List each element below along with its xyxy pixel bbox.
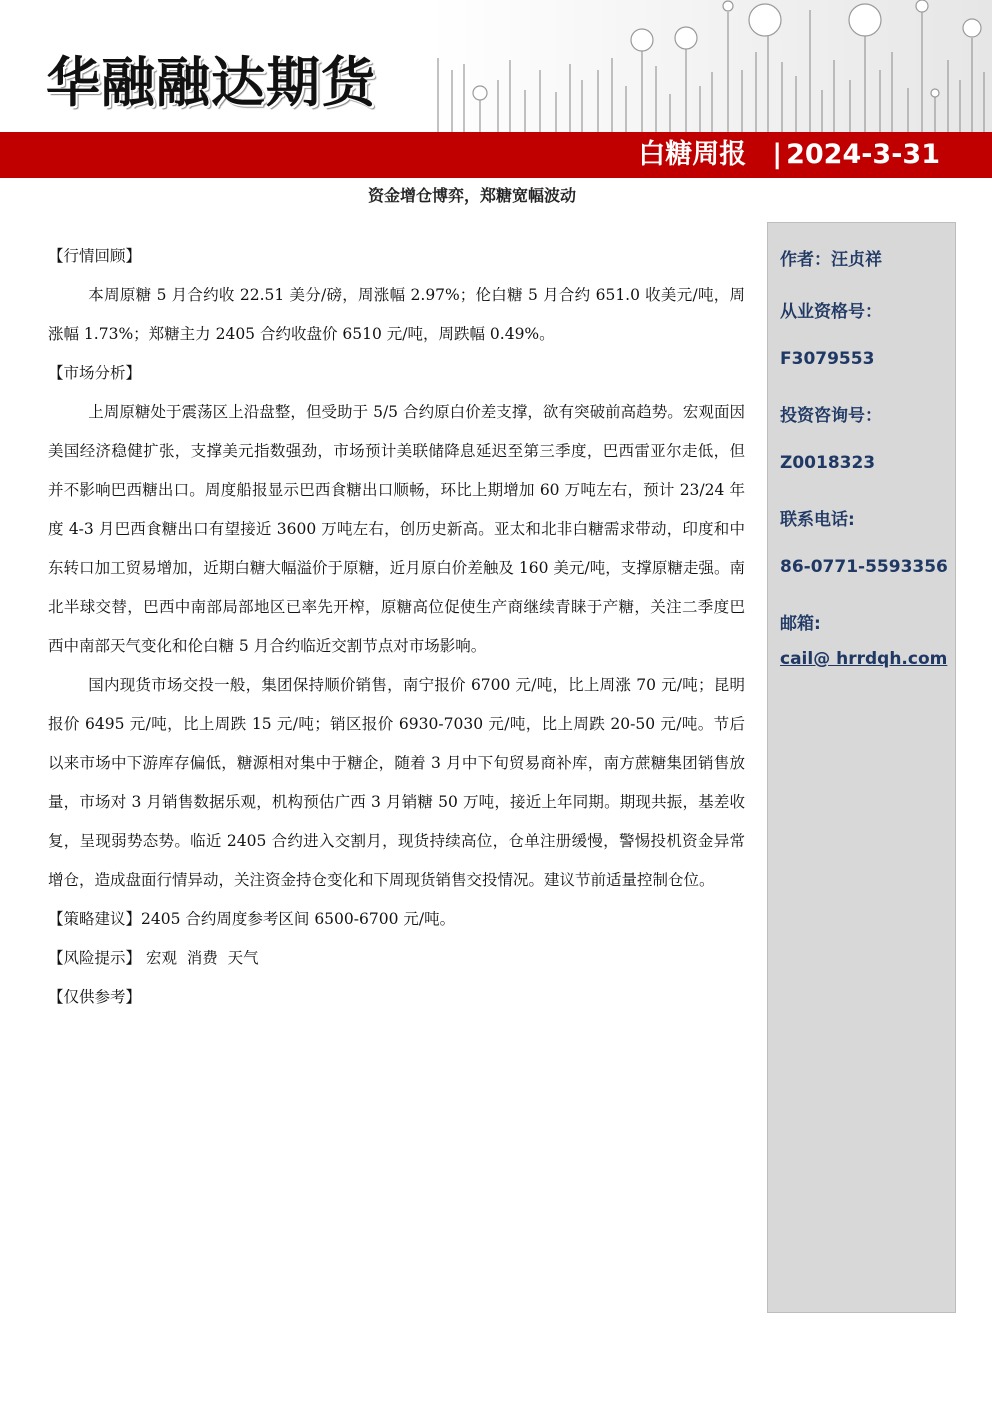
consulting-number: Z0018323 [780,453,876,473]
author-label: 作者：汪贞祥 [780,250,882,270]
report-date: 2024-3-31 [786,139,940,170]
email-link[interactable]: cail@ hrrdqh.com [780,649,948,669]
qualification-number: F3079553 [780,349,875,369]
risk-heading: 【风险提示】 [48,949,142,967]
phone-label: 联系电话: [780,510,855,530]
qualification-label: 从业资格号： [780,302,882,322]
phone-number: 86-0771-5593356 [780,557,948,577]
report-title [638,137,940,173]
analysis-heading: 【市场分析】 [48,364,142,382]
email-label: 邮箱: [780,614,821,634]
analysis-paragraph-international: 上周原糖处于震荡区上沿盘整，但受助于 5/5 合约原白价差支撑，欲有突破前高趋势。宏观面因美国经济稳健扩张，支撑美元指数强劲，市场预计美联储降息延迟至第三季度，巴西雷亚尔走低，但并不影响巴西糖出口。周度船报显示巴西食糖出口顺畅，环比上期增加 60 万吨左右，预计 23/24 年度 4-3 月巴西食糖出口有望接近 3600 万吨左右，创历史新高。亚太和北非白糖需求带动，印度和中东转口加工贸易增加，近期白糖大幅溢价于原糖，近月原白价差触及 160 美元/吨，支撑原糖走强。南北半球交替，巴西中南部局部地区已率先开榨，原糖高位促使生产商继续青睐于产糖，关注二季度巴西中南部天气变化和伦白糖 5 月合约临近交割节点对市场影响。 [48,403,745,655]
report-name: 白糖周报 [638,139,747,170]
report-body [48,237,745,1017]
risk-text: 宏观 消费 天气 [141,949,259,967]
company-logo: 华融融达期货 [46,51,376,114]
strategy-line [48,900,745,939]
strategy-heading: 【策略建议】 [48,910,142,928]
title-separator: | [772,139,783,170]
strategy-text: 2405 合约周度参考区间 6500-6700 元/吨。 [141,910,456,928]
analysis-paragraph-domestic: 国内现货市场交投一般，集团保持顺价销售，南宁报价 6700 元/吨，比上周涨 70 元/吨；昆明报价 6495 元/吨，比上周跌 15 元/吨；销区报价 6930-7030 元/吨，比上周跌 20-50 元/吨。节后以来市场中下游库存偏低，糖源相对集中于糖企，随着 3 月中下旬贸易商补库，南方蔗糖集团销售放量，市场对 3 月销售数据乐观，机构预估广西 3 月销糖 50 万吨，接近上年同期。期现共振，基差收复，呈现弱势态势。临近 2405 合约进入交割月，现货持续高位，仓单注册缓慢，警惕投机资金异常增仓，造成盘面行情异动，关注资金持仓变化和下周现货销售交投情况。建议节前适量控制仓位。 [48,676,745,889]
author-sidebar [767,222,956,1313]
report-subtitle: 资金增仓博弈，郑糖宽幅波动 [367,186,576,205]
review-heading: 【行情回顾】 [48,247,142,265]
consulting-label: 投资咨询号： [780,406,882,426]
risk-line [48,939,745,978]
decorative-circles-graphic [430,0,992,132]
review-paragraph: 本周原糖 5 月合约收 22.51 美分/磅，周涨幅 2.97%；伦白糖 5 月合约 651.0 收美元/吨，周涨幅 1.73%；郑糖主力 2405 合约收盘价 6510 元/吨，周跌幅 0.49%。 [48,286,745,343]
reference-heading: 【仅供参考】 [48,988,142,1006]
